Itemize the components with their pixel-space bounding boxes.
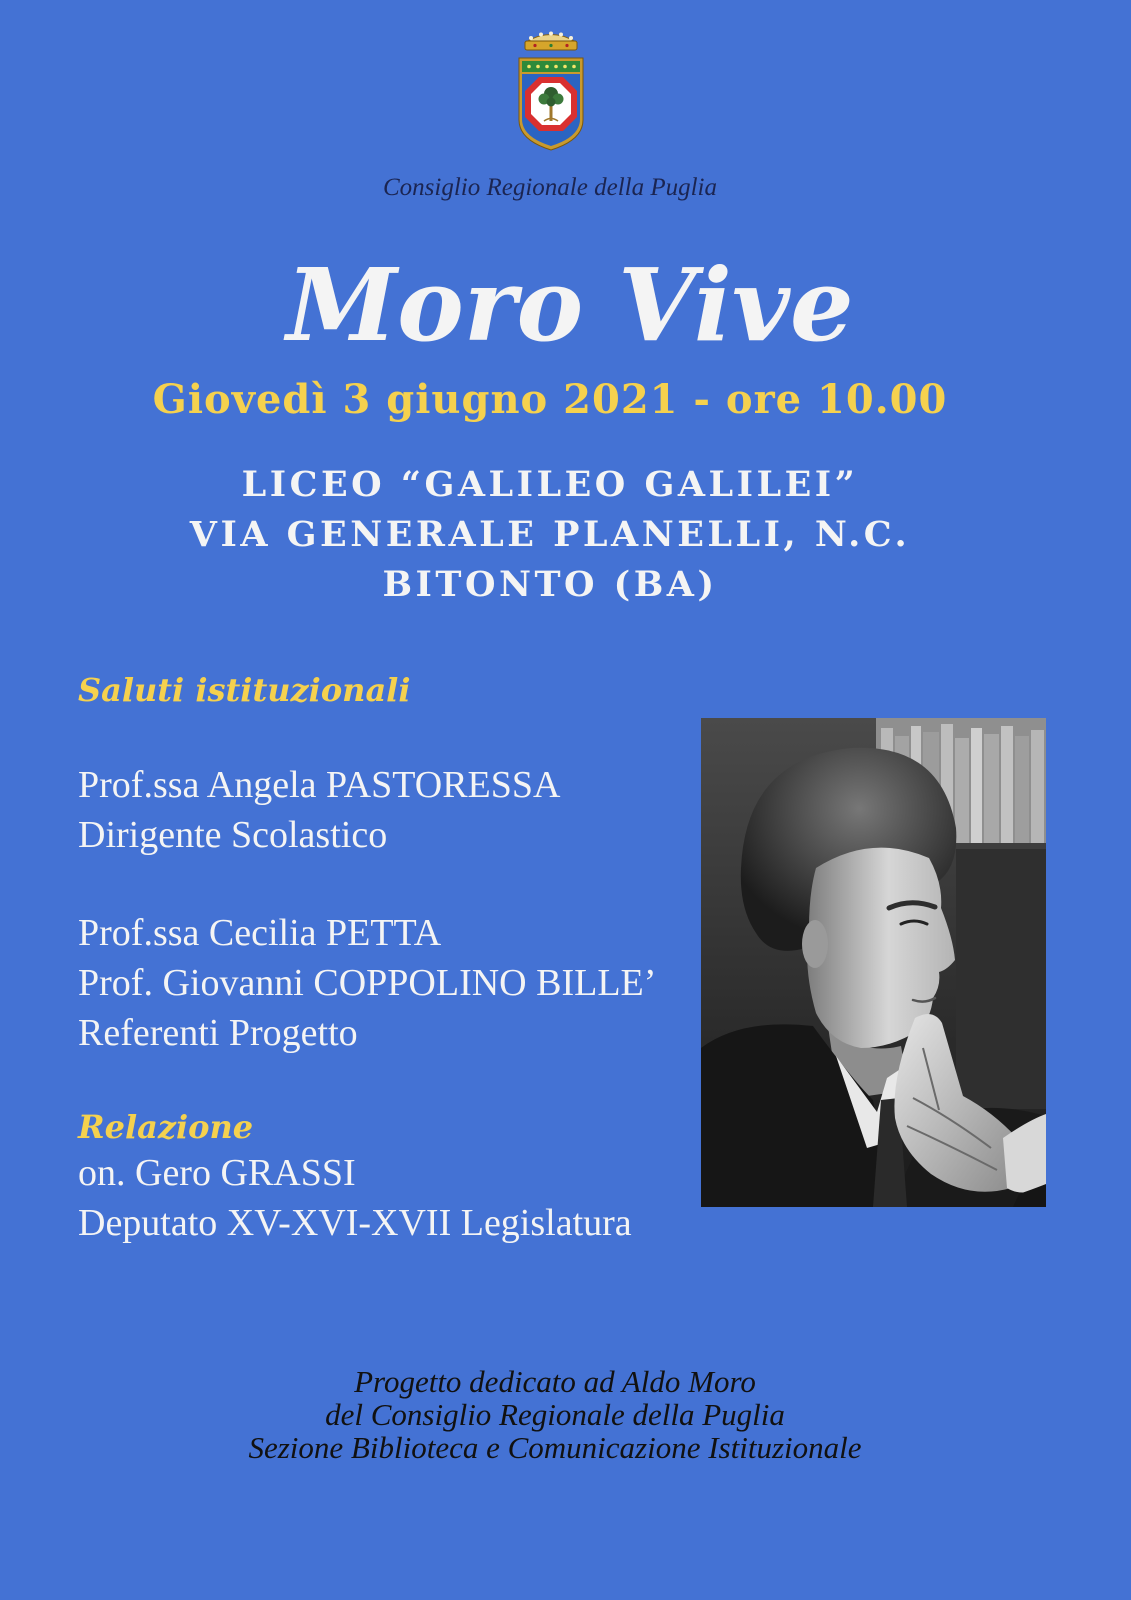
venue-city: BITONTO (BA): [382, 564, 718, 605]
crown-pearl: [569, 36, 573, 40]
talk-heading: Relazione: [78, 1108, 254, 1146]
band-dot: [554, 65, 558, 69]
speaker-name: Prof. Giovanni COPPOLINO BILLE’: [78, 962, 657, 1004]
crown-pearl: [559, 33, 563, 37]
book-spine: [1001, 726, 1013, 843]
venue-school: LICEO “GALILEO GALILEI”: [241, 464, 859, 505]
speaker-role: Deputato XV-XVI-XVII Legislatura: [78, 1202, 632, 1244]
crown-pearl: [529, 36, 533, 40]
event-date-time: Giovedì 3 giugno 2021 - ore 10.00: [152, 376, 948, 423]
book-spine: [1031, 730, 1044, 843]
band-dot: [545, 65, 549, 69]
dark-wall: [956, 849, 1046, 1109]
footer-line: del Consiglio Regionale della Puglia: [325, 1397, 785, 1432]
crown-gem: [533, 44, 536, 47]
book-spine: [971, 728, 982, 843]
event-title: Moro Vive: [286, 246, 854, 364]
crown-pearl: [549, 32, 553, 36]
institution-name: Consiglio Regionale della Puglia: [383, 174, 717, 201]
speaker-name: on. Gero GRASSI: [78, 1152, 356, 1194]
venue-street: VIA GENERALE PLANELLI, N.C.: [189, 514, 911, 555]
band-dot: [536, 65, 540, 69]
band-separator: [522, 72, 580, 74]
speaker-role: Dirigente Scolastico: [78, 814, 388, 856]
band-dot: [572, 65, 576, 69]
crown-gem: [565, 44, 568, 47]
band-dot: [563, 65, 567, 69]
puglia-coat-of-arms-icon: [513, 28, 589, 152]
speaker-name: Prof.ssa Angela PASTORESSA: [78, 764, 561, 806]
book-spine: [1015, 736, 1029, 843]
crown-pearl: [539, 33, 543, 37]
greetings-heading: Saluti istituzionali: [78, 671, 411, 709]
book-spine: [984, 734, 999, 843]
portrait-photo: [701, 718, 1046, 1207]
tree-leaves: [547, 98, 556, 107]
band-dot: [527, 65, 531, 69]
ear: [802, 920, 828, 968]
footer-line: Progetto dedicato ad Aldo Moro: [354, 1364, 756, 1399]
crown-gem: [549, 44, 552, 47]
book-spine: [955, 738, 969, 843]
footer-line: Sezione Biblioteca e Comunicazione Istituzionale: [248, 1430, 862, 1465]
speaker-role: Referenti Progetto: [78, 1012, 358, 1054]
speaker-name: Prof.ssa Cecilia PETTA: [78, 912, 442, 954]
